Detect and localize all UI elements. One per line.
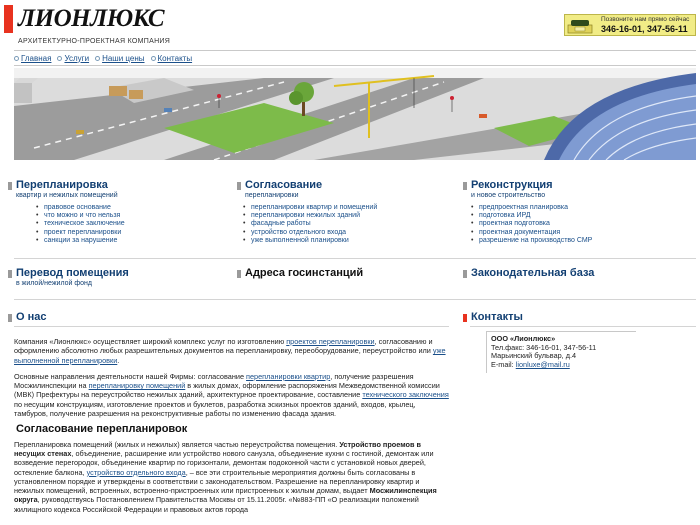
section-pereplanirovka	[8, 179, 228, 247]
section-perevod	[8, 267, 228, 295]
nav-label[interactable]: Главная	[21, 53, 52, 63]
text: в жилых домах, оформление распоряжения Межведомственной комиссии (МВК) Префектуры на переустройство нежилых зданий, архитектурное проектирование, составление	[14, 381, 440, 400]
section-title[interactable]: Перевод помещения	[16, 267, 129, 279]
nav-item-contacts[interactable]	[151, 54, 193, 63]
section-title: Контакты	[471, 311, 523, 323]
link-done-planning[interactable]: уже выполненной перепланировки	[14, 346, 446, 365]
section-title: О нас	[16, 311, 47, 323]
divider	[14, 326, 449, 327]
list-item[interactable]: • техническое заключение	[44, 220, 125, 228]
bold-text: Устройство проемов в несущих стенах	[14, 439, 421, 458]
about-paragraph	[14, 337, 449, 365]
section-marker	[463, 270, 467, 278]
link-tech-conclusion[interactable]: технического заключения	[362, 390, 449, 400]
logo-mark	[4, 5, 13, 33]
list-item[interactable]: • подготовка ИРД	[479, 212, 592, 220]
text: , – все эти строительные мероприятия должны быть согласованы в установленном порядке и утверждены в соответствии с законодательством. Разрешение на перепланировку квартир и нежилых помещений, встроенных, встроенно-пристроенных или пристроенных к жилым домам, выдает	[14, 467, 420, 496]
list-item[interactable]: • устройство отдельного входа	[251, 229, 377, 237]
section-soglasovanie	[237, 179, 457, 247]
section-subtitle: перепланировки	[245, 192, 299, 199]
link-projects[interactable]: проектов перепланировки	[286, 337, 375, 346]
contact-email-row	[491, 361, 636, 370]
bullet-icon	[14, 56, 19, 61]
section-subtitle: и новое строительство	[471, 192, 546, 199]
divider	[14, 299, 696, 300]
hero-banner	[14, 68, 696, 160]
text: , объединение, расширение или устройство нового санузла, объединение кухни с гостиной, демонтаж или возведение перегородок, объединение квартир по горизонтали, демонтаж подоконной части с установкой новых дверей, остекление балкона,	[14, 448, 434, 477]
about-paragraph	[14, 440, 449, 514]
about-paragraph	[14, 372, 449, 418]
section-rekonstrukciya	[463, 179, 693, 247]
city-illustration	[14, 68, 696, 160]
section-adresa	[237, 267, 457, 283]
section-links	[44, 204, 125, 245]
about-text	[14, 337, 449, 521]
list-item[interactable]: • что можно и что нельзя	[44, 212, 125, 220]
contact-phones: Тел.факс: 346-16-01, 347-56-11	[491, 342, 597, 352]
section-title[interactable]: Согласование	[245, 179, 323, 191]
text: , согласованию и оформлению абсолютно любых разрешительных документов на перепланировку, переоборудование, переустройство или	[14, 337, 433, 356]
nav-item-home[interactable]	[14, 54, 51, 63]
section-subtitle: в жилой/нежилой фонд	[16, 280, 92, 287]
phone-icon	[567, 16, 593, 34]
section-kontakty	[463, 311, 663, 327]
nav-item-services[interactable]	[57, 54, 89, 63]
section-title[interactable]: Перепланировка	[16, 179, 108, 191]
section-links	[251, 204, 377, 245]
divider	[470, 326, 696, 327]
list-item[interactable]: • проектная подготовка	[479, 220, 592, 228]
section-subtitle: квартир и нежилых помещений	[16, 192, 118, 199]
list-item[interactable]: • проект перепланировки	[44, 229, 125, 237]
list-item[interactable]: • уже выполненной планировки	[251, 237, 377, 245]
section-zakon	[463, 267, 693, 283]
text: , руководствуясь Постановлением Правительства Москвы от 15.11.2005г. «№883-ПП «О реализации положений жилищного кодекса Российской Федерации и правовых актов города	[14, 495, 419, 514]
section-marker	[237, 270, 241, 278]
section-onas	[8, 311, 208, 327]
link-apartments[interactable]: перепланировки квартир	[246, 371, 331, 381]
phone-box[interactable]	[564, 14, 696, 36]
text: .	[117, 355, 120, 365]
bullet-icon	[57, 56, 62, 61]
phone-numbers: 346-16-01, 347-56-11	[601, 24, 688, 34]
section-marker	[8, 182, 12, 190]
nav-label[interactable]: Наши цены	[102, 53, 145, 63]
text: Перепланировка помещений (жилых и нежилых) является частью переустройства помещения.	[14, 439, 340, 449]
list-item[interactable]: • проектная документация	[479, 229, 592, 237]
section-links	[479, 204, 592, 245]
list-item[interactable]: • фасадные работы	[251, 220, 377, 228]
section-title[interactable]: Реконструкция	[471, 179, 553, 191]
divider	[14, 258, 696, 259]
main-nav	[14, 50, 696, 66]
section-marker	[463, 314, 467, 322]
nav-label[interactable]: Контакты	[157, 53, 193, 63]
bullet-icon	[151, 56, 156, 61]
contact-card	[486, 331, 636, 373]
email-link[interactable]: lionluxe@mail.ru	[515, 360, 570, 370]
text: Основные направления деятельности нашей Фирмы: согласование	[14, 371, 247, 381]
bullet-icon	[95, 56, 100, 61]
subheading: Согласование перепланировок	[16, 423, 188, 436]
nav-item-prices[interactable]	[95, 54, 144, 63]
list-item[interactable]: • правовое основание	[44, 204, 125, 212]
section-title[interactable]: Адреса госинстанций	[245, 267, 364, 279]
section-marker	[8, 270, 12, 278]
list-item[interactable]: • предпроектная планировка	[479, 204, 592, 212]
contact-company: ООО «Лионлюкс»	[491, 334, 556, 343]
link-separate-entrance[interactable]: устройство отдельного входа	[86, 467, 186, 477]
list-item[interactable]: • перепланировки квартир и помещений	[251, 204, 377, 212]
nav-label[interactable]: Услуги	[64, 53, 90, 63]
text: Компания «Лионлюкс» осуществляет широкий комплекс услуг по изготовлению	[14, 337, 287, 346]
section-marker	[8, 314, 12, 322]
phone-caption: Позвоните нам прямо сейчас	[601, 16, 690, 23]
section-marker	[237, 182, 241, 190]
section-marker	[463, 182, 467, 190]
text: по несущим конструкциям, изготовление проектов и буклетов, разработка эскизных проектов зданий, входов, крылец, тамбуров, получение разрешения на реконструктивные работы по изменению фасада здания.	[14, 399, 416, 419]
tagline: АРХИТЕКТУРНО-ПРОЕКТНАЯ КОМПАНИЯ	[18, 38, 171, 45]
logo[interactable]: ЛИОНЛЮКС	[18, 5, 165, 32]
list-item[interactable]: • разрешение на производство СМР	[479, 237, 592, 245]
email-label: E-mail:	[491, 360, 516, 370]
bold-text: Мосжилинспекция округа	[14, 486, 437, 505]
list-item[interactable]: • санкции за нарушение	[44, 237, 125, 245]
section-title[interactable]: Законодательная база	[471, 267, 595, 279]
contact-address: Марьинский бульвар, д.4	[491, 351, 577, 361]
text: , получение разрешения Мосжилинспекции на	[14, 371, 414, 391]
list-item[interactable]: • перепланировки нежилых зданий	[251, 212, 377, 220]
link-premises[interactable]: перепланировку помещений	[88, 381, 186, 391]
